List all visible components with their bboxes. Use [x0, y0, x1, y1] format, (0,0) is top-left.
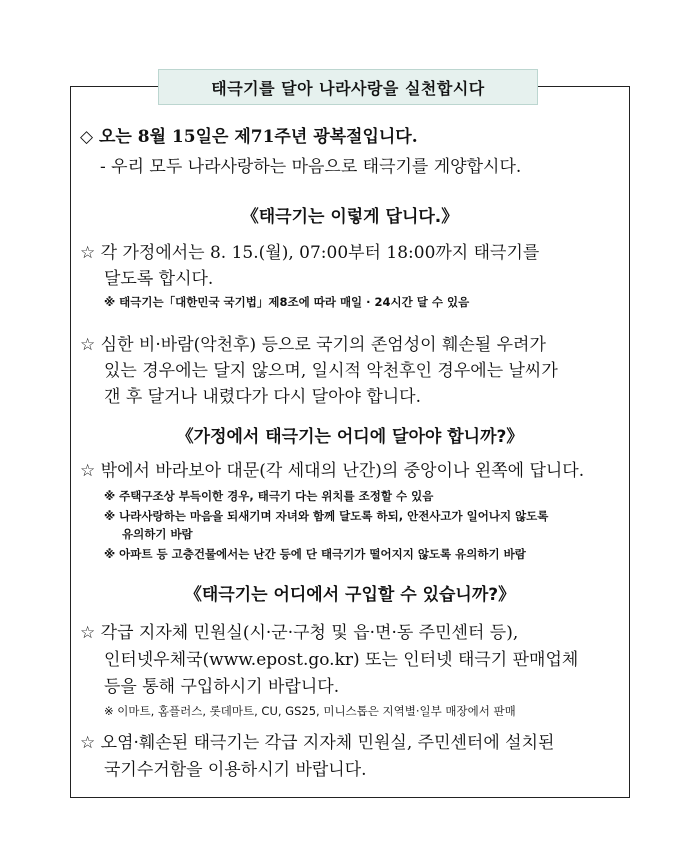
star-marker: ☆ [80, 243, 96, 263]
intro-main [80, 122, 418, 147]
section2-heading: 《가정에서 태극기는 어디에 달아야 합니까?》 [176, 427, 524, 447]
section3-item2 [80, 728, 554, 753]
section3-item2-line1: 오염·훼손된 태극기는 각급 지자체 민원실, 주민센터에 설치된 [100, 733, 555, 753]
section1-item2-line3: 갠 후 달거나 내렸다가 다시 달아야 합니다. [104, 387, 422, 407]
section3-heading: 《태극기는 어디에서 구입할 수 있습니까?》 [184, 585, 516, 605]
section3-item1 [80, 618, 518, 643]
intro-sub: - 우리 모두 나라사랑하는 마음으로 태극기를 게양합시다. [100, 157, 522, 177]
section3-item1-line2: 인터넷우체국(www.epost.go.kr) 또는 인터넷 태극기 판매업체 [104, 650, 579, 670]
section3-item1-line1: 각급 지자체 민원실(시·군·구청 및 읍·면·동 주민센터 등), [100, 623, 519, 643]
section1-item2 [80, 330, 546, 355]
star-marker: ☆ [80, 623, 96, 643]
section2-note-2: ※ 나라사랑하는 마음을 되새기며 자녀와 함께 달도록 하되, 안전사고가 일어나지 않도록 [104, 509, 549, 523]
star-marker: ☆ [80, 335, 96, 355]
section1-item1-line1: 각 가정에서는 8. 15.(월), 07:00부터 18:00까지 태극기를 [100, 243, 540, 263]
section2-item1-line1: 밖에서 바라보아 대문(각 세대의 난간)의 중앙이나 왼쪽에 답니다. [100, 461, 585, 481]
section2-note-3: ※ 아파트 등 고층건물에서는 난간 등에 단 태극기가 떨어지지 않도록 유의하기 바람 [104, 547, 526, 561]
star-marker: ☆ [80, 733, 96, 753]
intro-main-text: 오는 8월 15일은 제71주년 광복절입니다. [99, 127, 418, 147]
section1-item1 [80, 238, 539, 263]
section1-item2-line2: 있는 경우에는 달지 않으며, 일시적 악천후인 경우에는 날씨가 [104, 361, 558, 381]
section1-item1-note: ※ 태극기는「대한민국 국기법」제8조에 따라 매일 · 24시간 달 수 있음 [104, 295, 470, 309]
section2-note-1: ※ 주택구조상 부득이한 경우, 태극기 다는 위치를 조정할 수 있음 [104, 489, 434, 503]
star-marker: ☆ [80, 461, 96, 481]
section2-item1 [80, 456, 584, 481]
notice-title: 태극기를 달아 나라사랑을 실천합시다 [158, 69, 538, 105]
section3-item1-line3: 등을 통해 구입하시기 바랍니다. [104, 677, 340, 697]
section1-heading: 《태극기는 이렇게 답니다.》 [241, 207, 459, 227]
section1-item1-line2: 달도록 합시다. [104, 269, 214, 289]
section3-item1-note: ※ 이마트, 홈플러스, 롯데마트, CU, GS25, 미니스톱은 지역별·일부 매장에서 판매 [104, 704, 516, 718]
section1-item2-line1: 심한 비·바람(악천후) 등으로 국기의 존엄성이 훼손될 우려가 [100, 335, 546, 355]
section3-item2-line2: 국기수거함을 이용하시기 바랍니다. [104, 760, 367, 780]
diamond-marker: ◇ [80, 127, 94, 147]
section2-note-2-cont: 유의하기 바람 [122, 527, 193, 541]
